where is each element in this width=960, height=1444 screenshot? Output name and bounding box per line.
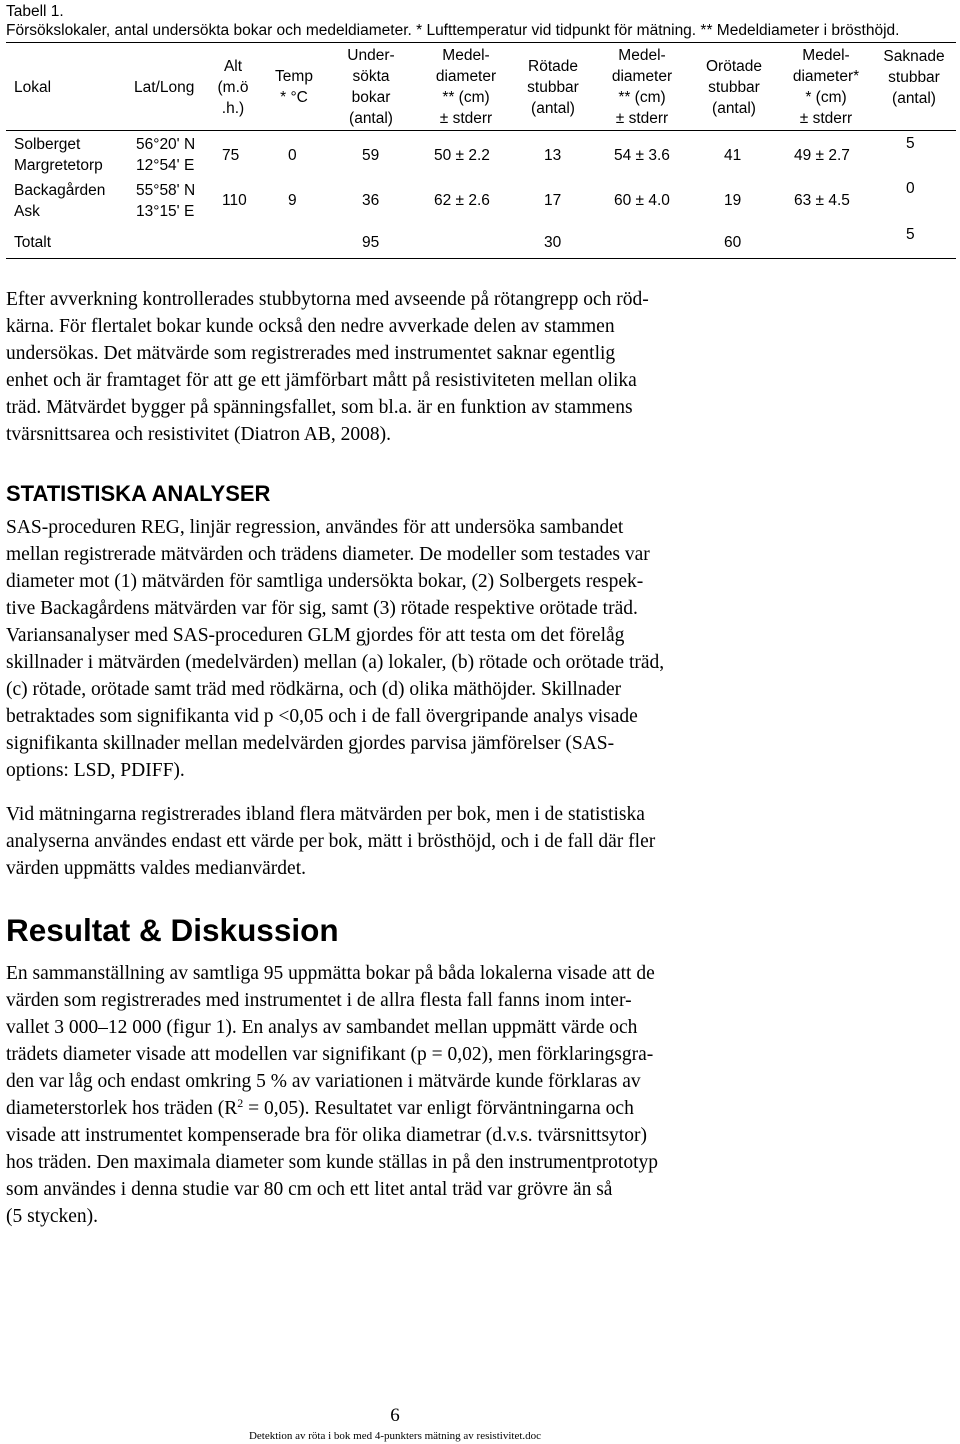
header-undersokta: Under- sökta bokar (antal): [347, 47, 395, 127]
cell-lokal: Solberget Margretetorp: [14, 136, 103, 174]
paragraph-stat-methods: SAS-proceduren REG, linjär regression, användes för att undersöka sambandet mellan registrerade mätvärden och trädens diameter. De modeller som testades var diameter mot (1) mätvärden för samtliga undersökta bokar, (2) Solbergets respek- tive Backagårdens mätvärden var för sig, samt (3) rötade respektive orötade träd. Variansanalyser med SAS-proceduren GLM gjordes för att testa om det förelåg skillnader i mätvärden (medelvärden) mellan (a) lokaler, (b) rötade och orötade träd, (c) rötade, orötade samt träd med rödkärna, och (d) olika mäthöjder. Skillnader betraktades som signifikanta vid p <0,05 och i de fall övergripande analys visade signifikanta skillnader mellan medelvärden gjordes parvisa jämförelser (SAS- options: LSD, PDIFF).: [6, 517, 665, 781]
cell-medeldiameter-1: 50 ± 2.2: [434, 147, 490, 164]
total-rotade: 30: [544, 234, 562, 251]
table-caption: [6, 2, 899, 40]
table-top-rule: [6, 42, 956, 43]
header-medeldiameter-3: Medel- diameter* * (cm) ± stderr: [792, 47, 860, 127]
table-header-rule: [6, 130, 956, 131]
header-latlong: Lat/Long: [134, 79, 195, 96]
header-medeldiameter-1: Medel- diameter ** (cm) ± stderr: [435, 47, 497, 127]
cell-rotade: 17: [544, 192, 562, 209]
cell-alt: 110: [222, 192, 247, 209]
cell-temp: 9: [288, 192, 297, 209]
cell-orotade: 41: [724, 147, 742, 164]
header-temp: Temp * °C: [275, 68, 313, 106]
header-orotade: Orötade stubbar (antal): [705, 58, 762, 117]
table-caption-text: Försökslokaler, antal undersökta bokar och medeldiameter. * Lufttemperatur vid tidpunkt för mätning. ** Medeldiameter i brösthöjd.: [6, 22, 900, 39]
cell-alt: 75: [222, 147, 240, 164]
header-rotade: Rötade stubbar (antal): [527, 58, 579, 117]
total-label: Totalt: [14, 234, 52, 251]
cell-medeldiameter-3: 49 ± 2.7: [794, 147, 850, 164]
header-lokal: Lokal: [14, 79, 52, 96]
cell-temp: 0: [288, 147, 297, 164]
cell-medeldiameter-2: 54 ± 3.6: [614, 147, 670, 164]
total-undersokta: 95: [362, 234, 380, 251]
cell-rotade: 13: [544, 147, 562, 164]
page-number: 6: [390, 1405, 400, 1426]
cell-undersokta: 59: [362, 147, 380, 164]
cell-saknade: 0: [906, 180, 915, 197]
cell-saknade: 5: [906, 135, 915, 152]
paragraph-measurement: Efter avverkning kontrollerades stubbytorna med avseende på rötangrepp och röd- kärna. För flertalet bokar kunde också den nedre avverkade delen av stammen undersökas. Det mätvärde som registrerades med instrumentet saknar egentlig enhet och är framtaget för att ge ett jämförbart mått på resistiviteten mellan olika träd. Mätvärdet bygger på spänningsfallet, som bl.a. är en funktion av stammens tvärsnittsarea och resistivitet (Diatron AB, 2008).: [6, 289, 649, 445]
section-heading-statistiska-analyser: STATISTISKA ANALYSER: [6, 481, 271, 506]
header-medeldiameter-2: Medel- diameter ** (cm) ± stderr: [611, 47, 673, 127]
table-bottom-rule: [6, 258, 956, 259]
cell-latlong: 56°20' N 12°54' E: [136, 136, 196, 174]
table-label: Tabell 1.: [6, 3, 64, 20]
cell-lokal: Backagården Ask: [14, 182, 106, 220]
header-saknade: Saknade stubbar (antal): [883, 48, 945, 107]
page-footer: Detektion av röta i bok med 4-punkters mätning av resistivitet.doc: [248, 1430, 542, 1442]
section-heading-resultat-diskussion: Resultat & Diskussion: [6, 912, 339, 948]
header-alt: Alt (m.ö .h.): [217, 58, 249, 117]
paragraph-stat-median: Vid mätningarna registrerades ibland flera mätvärden per bok, men i de statistiska analyserna användes endast ett värde per bok, mätt i brösthöjd, och i de fall där fler värden uppmätts valdes medianvärdet.: [6, 804, 656, 879]
cell-medeldiameter-3: 63 ± 4.5: [794, 192, 850, 209]
cell-orotade: 19: [724, 192, 742, 209]
cell-medeldiameter-1: 62 ± 2.6: [434, 192, 490, 209]
cell-medeldiameter-2: 60 ± 4.0: [614, 192, 670, 209]
paragraph-results: En sammanställning av samtliga 95 uppmätta bokar på båda lokalerna visade att de värden som registrerades med instrumentet i de allra flesta fall fanns inom inter- vallet 3 000–12 000 (figur 1). En analys av sambandet mellan uppmätt värde och trädets diameter visade att modellen var signifikant (p = 0,02), men förklaringsgra- den var låg och endast omkring 5 % av variationen i mätvärde kunde förklaras av diameterstorlek hos träden $(R^2 = 0,05)$. Resultatet var enligt förväntningarna och visade att instrumentet kompenserade bra för olika diametrar (d.v.s. tvärsnittsytor) hos träden. Den maximala diameter som kunde ställas in på den instrumentprototyp som användes i denna studie var 80 cm och ett litet antal träd var grövre än så (5 stycken).: [6, 963, 659, 1227]
results-r-squared-line: diameterstorlek hos träden $(R^2 = 0,05)$. Resultatet var enligt förväntningarna och: [6, 1096, 634, 1119]
total-saknade: 5: [906, 226, 915, 243]
total-orotade: 60: [724, 234, 742, 251]
cell-latlong: 55°58' N 13°15' E: [136, 182, 196, 220]
cell-undersokta: 36: [362, 192, 380, 209]
